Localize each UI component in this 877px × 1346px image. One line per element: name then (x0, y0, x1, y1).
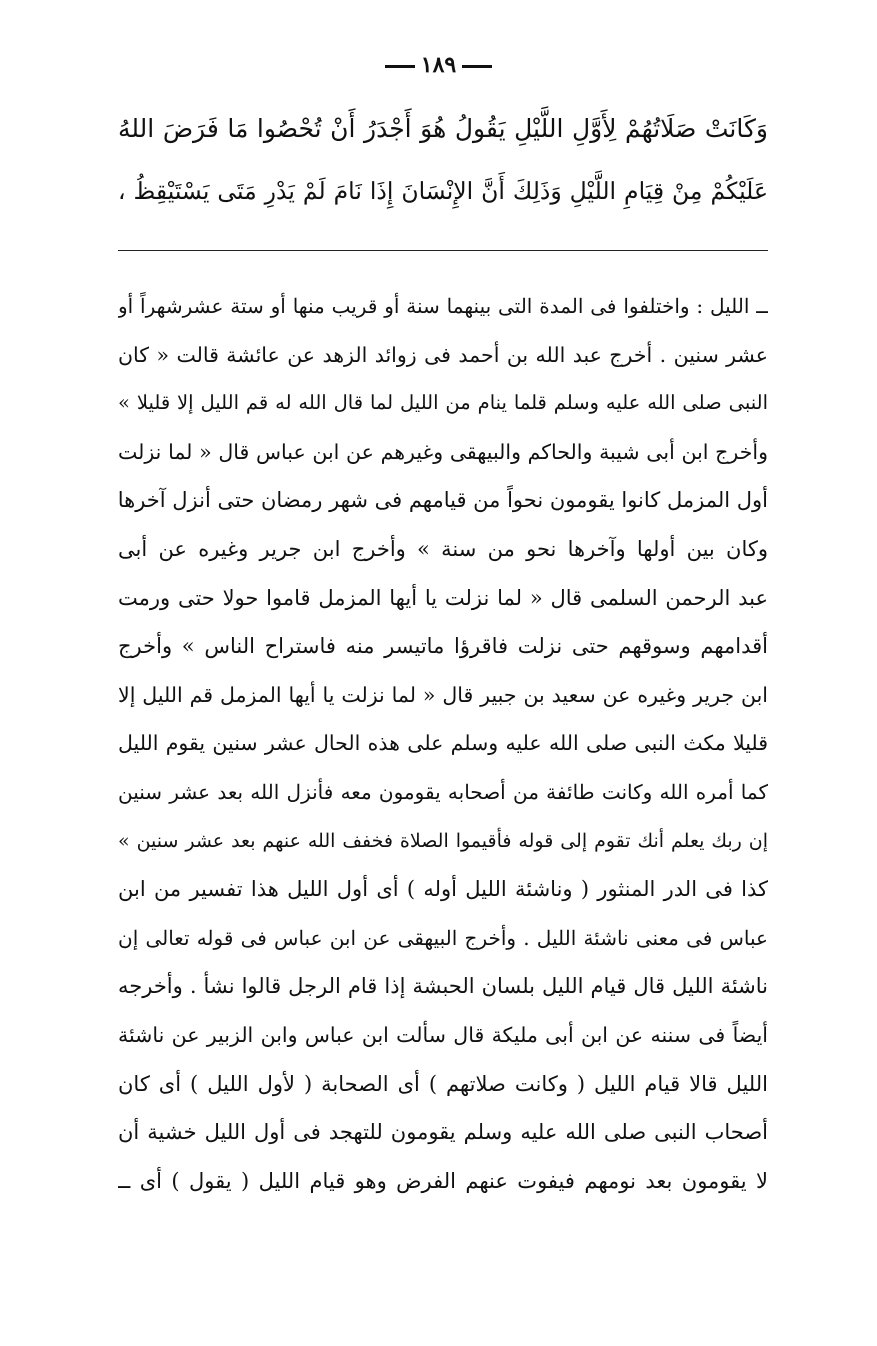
section-divider (118, 250, 768, 251)
commentary-line: أيضاً فى سننه عن ابن أبى مليكة قال سألت ابن عباس وابن الزبير عن ناشئة (118, 1022, 768, 1047)
verse-block (118, 98, 768, 222)
commentary-line: إن ربك يعلم أنك تقوم إلى قوله فأقيموا الصلاة فخفف الله عنهم بعد عشر سنين » (118, 829, 768, 852)
commentary-line: قليلا مكث النبى صلى الله عليه وسلم على هذه الحال عشر سنين يقوم الليل (118, 731, 768, 756)
commentary-line: عبد الرحمن السلمى قال « لما نزلت يا أيها المزمل قاموا حولا حتى ورمت (118, 585, 768, 610)
commentary-line: وكان بين أولها وآخرها نحو من سنة » وأخرج ابن جرير وغيره عن أبى (118, 536, 768, 561)
commentary-line: لا يقومون بعد نومهم فيفوت عنهم الفرض وهو قيام الليل ( يقول ) أى ــ (118, 1168, 768, 1193)
page-number (0, 52, 877, 78)
commentary-line: الليل قالا قيام الليل ( وكانت صلاتهم ) أى الصحابة ( لأول الليل ) أى كان (118, 1071, 768, 1096)
commentary-line: أقدامهم وسوقهم حتى نزلت فاقرؤا ماتيسر منه فاستراح الناس » وأخرج (118, 634, 768, 659)
page-number-text: ١٨٩ (420, 52, 457, 78)
commentary-block (118, 282, 768, 1205)
verse-line: وَكَانَتْ صَلَاتُهُمْ لِأَوَّلِ اللَّيْلِ يَقُولُ هُوَ أَجْدَرُ أَنْ تُحْصُوا مَا فَرَضَ اللهُ (118, 114, 768, 143)
verse-line: عَلَيْكُمْ مِنْ قِيَامِ اللَّيْلِ وَذَلِكَ أَنَّ الإِنْسَانَ إِذَا نَامَ لَمْ يَدْرِ مَتَى يَسْتَيْقِظُ ، (118, 177, 768, 205)
commentary-line: أصحاب النبى صلى الله عليه وسلم يقومون للتهجد فى أول الليل خشية أن (118, 1120, 768, 1145)
commentary-line: ابن جرير وغيره عن سعيد بن جبير قال « لما نزلت يا أيها المزمل قم الليل إلا (118, 682, 768, 707)
commentary-line: النبى صلى الله عليه وسلم قلما ينام من الليل لما قال الله له قم الليل إلا قليلا » (118, 391, 768, 415)
commentary-line: كما أمره الله وكانت طائفة من أصحابه يقومون معه فأنزل الله بعد عشر سنين (118, 779, 768, 804)
commentary-line: عشر سنين . أخرج عبد الله بن أحمد فى زوائد الزهد عن عائشة قالت « كان (118, 342, 768, 367)
commentary-line: كذا فى الدر المنثور ( وناشئة الليل أوله ) أى أول الليل هذا تفسير من ابن (118, 877, 768, 902)
commentary-line: ناشئة الليل قال قيام الليل بلسان الحبشة إذا قام الرجل قالوا نشأ . وأخرجه (118, 974, 768, 999)
commentary-line: عباس فى معنى ناشئة الليل . وأخرج البيهقى عن ابن عباس فى قوله تعالى إن (118, 925, 768, 950)
commentary-line: أول المزمل كانوا يقومون نحواً من قيامهم فى شهر رمضان حتى أنزل آخرها (118, 488, 768, 513)
dash-left (385, 65, 415, 68)
commentary-line: وأخرج ابن أبى شيبة والحاكم والبيهقى وغيرهم عن ابن عباس قال « لما نزلت (118, 439, 768, 464)
commentary-line: ــ الليل : واختلفوا فى المدة التى بينهما سنة أو قريب منها أو ستة عشرشهراً أو (118, 294, 768, 318)
dash-right (462, 65, 492, 68)
